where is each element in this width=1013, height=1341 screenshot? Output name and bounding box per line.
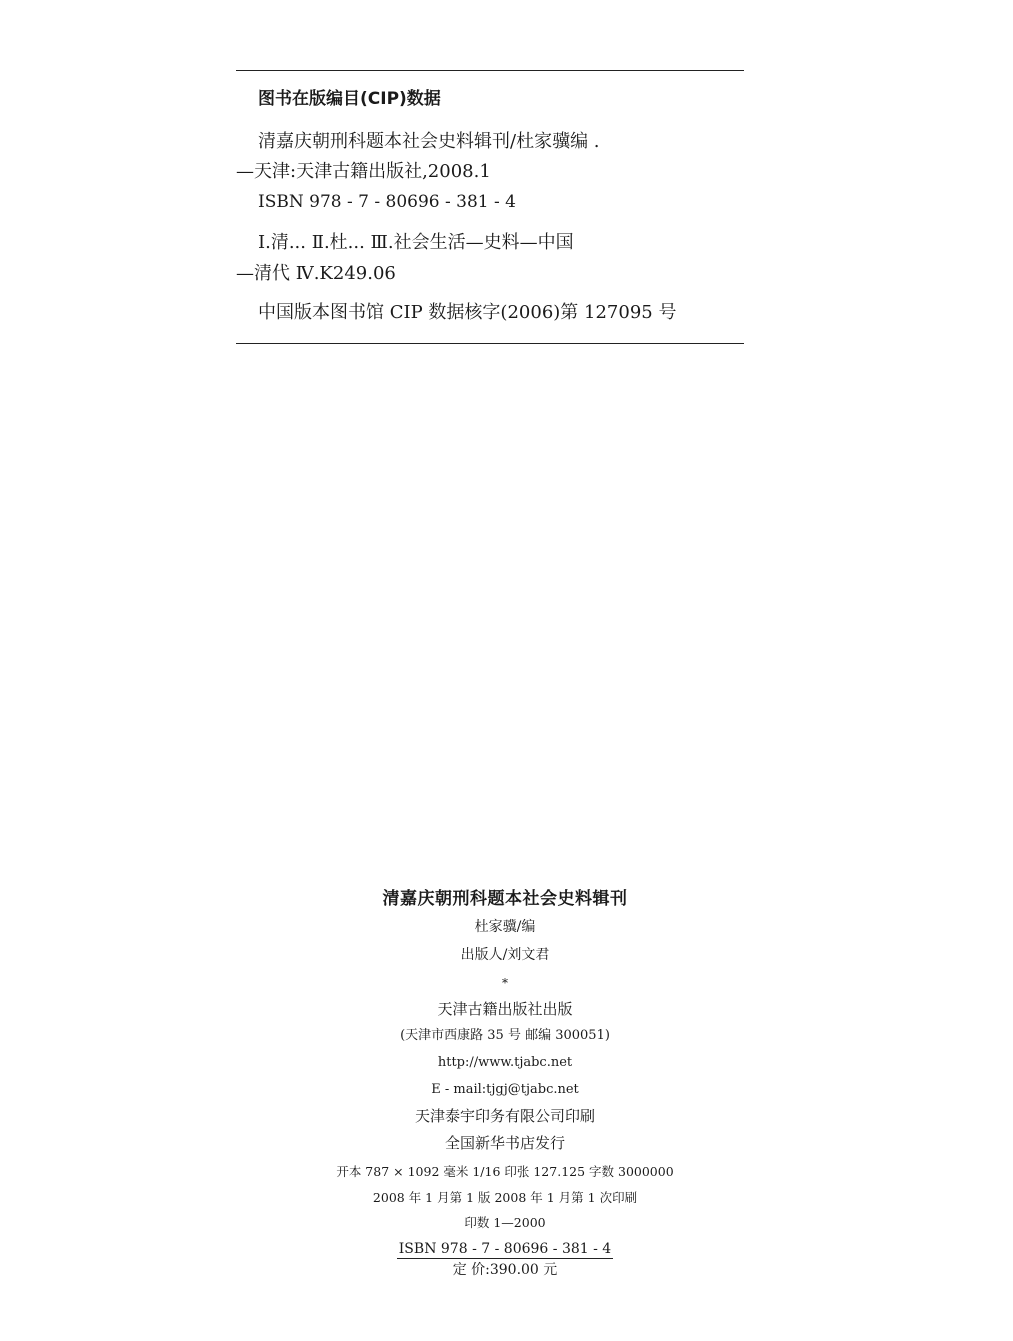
- cip-top-rule: [236, 70, 744, 71]
- press-address: (天津市西康路 35 号 邮编 300051): [400, 1028, 610, 1043]
- colophon-isbn: ISBN 978 - 7 - 80696 - 381 - 4: [398, 1241, 612, 1257]
- print-run: 印数 1—2000: [464, 1215, 546, 1230]
- cip-subject-line-1: Ⅰ.清... Ⅱ.杜... Ⅲ.社会生活—史料—中国: [258, 232, 574, 253]
- press-email: E - mail:tjgj@tjabc.net: [431, 1082, 579, 1097]
- cip-publisher-line: —天津:天津古籍出版社,2008.1: [236, 161, 491, 182]
- separator-star: *: [502, 976, 508, 990]
- press-url: http://www.tjabc.net: [437, 1055, 573, 1070]
- cip-heading: 图书在版编目(CIP)数据: [258, 89, 441, 109]
- cip-record-line: 中国版本图书馆 CIP 数据核字(2006)第 127095 号: [258, 302, 677, 323]
- format-specs: 开本 787 × 1092 毫米 1/16 印张 127.125 字数 3000000: [336, 1164, 674, 1179]
- colophon-isbn-row: [270, 1240, 740, 1258]
- edition-info: 2008 年 1 月第 1 版 2008 年 1 月第 1 次印刷: [372, 1190, 638, 1205]
- press-name: 天津古籍出版社出版: [437, 1000, 573, 1018]
- printer: 天津泰宇印务有限公司印刷: [414, 1107, 595, 1125]
- book-title: 清嘉庆朝刑科题本社会史料辑刊: [382, 889, 628, 909]
- distributor: 全国新华书店发行: [444, 1134, 565, 1152]
- cip-subject-line-2: —清代 Ⅳ.K249.06: [236, 263, 396, 284]
- publisher-person: 出版人/刘文君: [460, 947, 550, 963]
- cip-isbn-line: ISBN 978 - 7 - 80696 - 381 - 4: [258, 192, 516, 212]
- cip-title-line: 清嘉庆朝刑科题本社会史料辑刊/杜家骥编 .: [258, 131, 600, 152]
- editor-credit: 杜家骥/编: [474, 919, 536, 935]
- price: 定 价:390.00 元: [452, 1262, 558, 1278]
- cip-bottom-rule: [236, 343, 744, 344]
